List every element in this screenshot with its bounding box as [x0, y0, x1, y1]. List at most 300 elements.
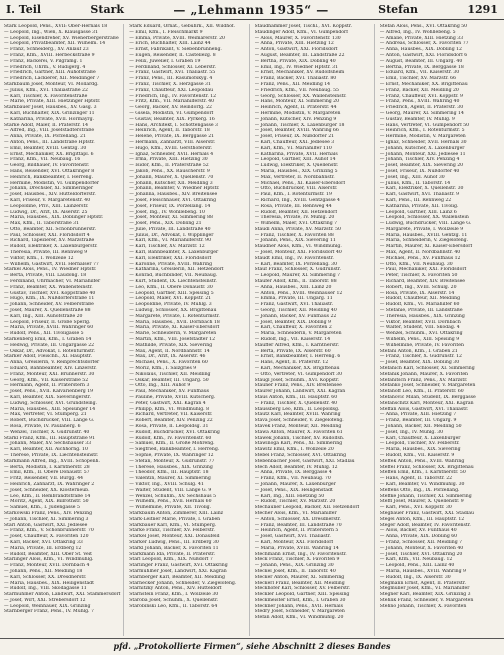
directory-entry: — Karl, Mechaniker, XX. Brigittenau: [254, 366, 340, 372]
directory-entry: — Emil, Ing., IV. Wiedner Hptstr. 31: [254, 64, 339, 70]
directory-entry: — Paul, Kfm., I. Rotenturmstr. 19: [254, 192, 332, 198]
directory-entry: Stawek Johann, Tischler, XV. Rudolfsh.: [254, 435, 345, 441]
directory-entry: — Leopold, Weinhauer, XIX. Grinzing: [4, 603, 91, 609]
directory-entry: — Leopold, Friseur, II. Große Sperlg.: [4, 319, 91, 325]
directory-entry: Staussberg Leo, Kfm., II. Leopoldsg.: [254, 406, 340, 412]
page-number: 1291: [467, 3, 498, 16]
directory-entry: — Karl, Beamter, XIX. Sieveringerstr.: [4, 395, 91, 400]
directory-entry: — Franz, Beamter, XX. Wallensteinstr.: [4, 284, 93, 290]
directory-entry: Staudt Emil, Ing., IV. Favoritenstr.: [254, 255, 334, 261]
directory-entry: Starlinger Alois, Kfm., VI. Windmühlg.: [4, 557, 94, 563]
directory-entry: Starkbauer Karl, Kfm., VI. Stumperg.: [129, 522, 217, 528]
directory-entry: — Georg, Maurer, XI. Simmering 14: [379, 110, 464, 116]
directory-entry: — Eduard, Kfm., VII. Kaiserstr. 30: [379, 70, 460, 76]
directory-entry: — Georg, Bäcker, XV. Reindorfg. 22: [129, 105, 212, 111]
directory-entry: — Eugen, Reisender, II. Castellezg. 8: [129, 52, 216, 58]
directory-entry: — Karl, Buchhalter, XIX. Grinzinger 11: [4, 110, 95, 116]
directory-entry: — Friedrich, Kfm., VII. Neubaug. 55: [254, 87, 339, 93]
directory-entry: — Johann, Monteur, X. Favoriten 40: [379, 545, 464, 551]
directory-entry: — Johann, Bäcker, XV. Fünfhaus 22: [254, 313, 337, 319]
directory-entry: Stehlik Franz, Schneider, V. Margareten: [379, 597, 474, 603]
directory-entry: — Franz, Monteur, XVII. Dornbach 4: [4, 563, 90, 569]
directory-entry: — Johann, Maurer, X. Quellenstr. 70: [129, 174, 214, 180]
directory-entry: — Ignaz, Schneider, XVII. Hernals 4: [129, 151, 214, 157]
directory-entry: — Leopoldine, Priv., XIII. Lainzerstr.: [4, 203, 89, 209]
directory-column-3: [255, 24, 375, 636]
directory-entry: — Michael, Pens., X. Favoriten 60: [129, 360, 208, 366]
directory-entry: — Margarete, Private, I. Wollzeile 9: [379, 226, 464, 232]
directory-entry: — Anton, Schlosser, XX. Dresdnerstr.: [254, 516, 341, 522]
directory-entry: — Otto, Vertreter, VI. Gumpendorf 30: [254, 371, 343, 377]
directory-entry: — Ernst, Mechaniker, XX. Brigittenau: [379, 81, 468, 87]
directory-entry: — Josef, Beamter, XIX. Döbling 30: [379, 360, 460, 366]
directory-entry: — Michael, Pens., XI. Kaiser-Ebersdorf: [254, 180, 346, 186]
directory-entry: — Maria, Hausbes., XIII. Speisinger 14: [4, 406, 96, 412]
directory-entry: — Wilhelmine, Private, IV. Favoriten: [379, 342, 464, 348]
directory-entry: — Rosa, Private, IV. Paulanerg. 6: [4, 423, 81, 429]
directory-entry: Stech Adolf, Beamter, IV. Mühlg. 12: [254, 464, 338, 470]
directory-entry: Steffke Johann, Tischler, XI. Simmering: [379, 493, 472, 499]
directory-entry: — Erich, Buchhalter, XIII. Lainz 44: [129, 41, 211, 47]
directory-entry: — Karl, Bahnbeamter, X. Laxenburger: [129, 250, 219, 256]
directory-entry: — Therese, Private, IX. Liechtensteinstr.: [4, 452, 99, 458]
directory-entry: Steckner Johann, Pens., XVII. Hernals: [254, 603, 343, 609]
directory-entry: — Franz, Chauffeur, XXI. Leopoldau: [129, 87, 214, 93]
directory-entry: — Katharina, Greislerin, XII. Hetzendorf: [129, 267, 224, 273]
directory-entry: — Sophie, Private, IX. Währinger 12: [129, 452, 214, 458]
directory-entry: — Moriz, Kfm., I. Salzgries 9: [129, 366, 197, 372]
directory-entry: — Ferdinand, Schlosser, XI. Leberstr.: [129, 64, 217, 70]
directory-entry: — Franz, Tischler, X. Quellenstr. 40: [254, 400, 338, 406]
directory-entry: — Viktor, Ing., XVIII. Schulg. 41: [129, 481, 204, 487]
directory-entry: Stefanschitz Karl, Monteur, XXI. Kagran: [379, 400, 474, 406]
directory-entry: — Alfred, Ing., VIII. Josefstädterstraße: [4, 128, 95, 134]
directory-entry: — Johann, Pens., XII. Meidling 18: [4, 568, 83, 574]
directory-entry: — Leopold, Gärtner, XIII. Lainz 6: [379, 209, 457, 215]
directory-entry: Stefan Adolf, Kfm., VI. Windmühlg. 20: [254, 615, 344, 621]
directory-entry: Starker Adolf, Fleischh., XI. Hauptstr.: [4, 354, 92, 360]
directory-entry: — Friedrich, Uhrm., V. Rüdigerg. 4: [4, 64, 86, 70]
directory-entry: — Rosa, Private, III. Rennweg 44: [254, 203, 332, 209]
directory-entry: Stefani Anton, Kfm., I. Graben 21: [379, 348, 458, 354]
right-guide-word: Stefan: [378, 3, 419, 16]
directory-entry: Starkel Alois, Pens., IV. Wiedner Hptstr.: [4, 267, 97, 273]
directory-entry: Stauffer Alfred, Kfm., I. Kärntnerstr.: [254, 342, 340, 348]
directory-entry: — Josef, Chauffeur, X. Favoriten 120: [4, 534, 89, 540]
directory-entry: Stefanoff Leo, Kfm., II. Praterstr. 60: [379, 389, 464, 395]
directory-entry: Staufer Adolf, Kfm., II. Taborstr. 88: [254, 279, 337, 285]
directory-entry: — Johann, Bäcker, XII. Meidling 50: [379, 423, 462, 429]
directory-entry: — Franz, Bäckerei, V. Pilgramg. 1: [4, 58, 83, 64]
directory-entry: — Johann, Pens., XIX. Grinzing 30: [254, 563, 334, 569]
directory-entry: Stefanich Karl, Schlosser, XI. Simmering: [379, 366, 475, 372]
directory-entry: Stautz Karl, Beamter, XVIII. Währing: [254, 412, 341, 418]
directory-entry: — Stefanie, Private, III. Landstraße: [379, 308, 463, 314]
directory-entry: — Berta, Private, VIII. Laudong. 18: [4, 273, 87, 279]
directory-entry: — Therese, Hausbes., XIX. Grinzing: [129, 464, 213, 470]
directory-entry: — Josef, Ing., IV. Mühlg. 30: [379, 429, 444, 435]
directory-entry: Steffan Alois, Gastwirt, XVI. Thaliastr.: [379, 406, 469, 412]
directory-entry: — Josef, Ing., IV. Wohllebeng. 10: [129, 209, 205, 215]
directory-entry: Steffek Anton, Pens., XVIII. Währing: [379, 458, 465, 464]
directory-entry: — Anna, Hausbes., XIII. Lainz 20: [254, 284, 332, 290]
directory-entry: — Franz, Chauffeur, XVI. Koppstr. 9: [379, 93, 463, 99]
directory-entry: Starlinger Franz, Gastwirt, XVI. Ottakring: [129, 563, 228, 569]
directory-entry: — Ludwig, Schlosser, XX. Brigittenau: [129, 308, 217, 314]
directory-entry: — Viktor, Kfm., I. Wollzeile 12: [4, 255, 74, 261]
directory-entry: Stecker Anton, Maurer, XI. Simmering: [254, 574, 345, 580]
directory-entry: — Franz, Gastwirt, XVI. Thaliastr.: [254, 302, 334, 308]
directory-entry: Steffl Josef, Maurer, X. Quellenstr. 9: [379, 499, 464, 505]
directory-entry: — Johanna, Hausbes., XIV. Breitensee: [129, 192, 218, 198]
directory-entry: — Wilhelmine, Private, XII. Tivolig.: [129, 505, 212, 511]
directory-entry: — Josef, Beamter, XVIII. Währing 66: [254, 128, 339, 134]
volume-label: I. Teil: [6, 3, 42, 16]
directory-entry: — Otto, Kfm., VII. Neubaug. 30: [379, 261, 453, 267]
directory-entry: — Maria, Schneiderin, V. Margareten: [254, 331, 342, 337]
directory-entry: Stawa Anton, Maurer, X. Favoriten 61: [254, 429, 343, 435]
directory-entry: — Otto, Beamter, XII. Schönbrunnerstr.: [4, 226, 97, 232]
directory-entry: — Max, Vertreter, II. Nordbahnstr.: [254, 174, 335, 180]
directory-entry: — Josef, Pens., XVII. Kalvarienberg 19: [4, 389, 94, 395]
directory-entry: Starkl Franz, Kfm., III. Hauptstraße 91: [4, 435, 96, 441]
directory-entry: Starkbaum Josef, Monteur, VI. Mollardg.: [4, 81, 99, 87]
directory-entry: Starke Adolf, Maler, II. Praterstr. 14: [4, 122, 89, 128]
directory-entry: Stawitz Emil, Kfm., I. Wollzeile 20: [254, 447, 334, 453]
directory-entry: — Johann, Kutscher, XII. Meidling 3: [129, 180, 213, 186]
directory-entry: — Leopold, Ing., Wien, X. Klausgasse 31: [4, 29, 98, 35]
directory-entry: — Katharina, Private, XVII. Hernals: [254, 151, 338, 157]
directory-entry: Starl Anton, Gastwirt, XXI. Jedlesee: [4, 522, 88, 528]
directory-entry: Staudl Anna, Private, XV. Märzstr. 50: [254, 226, 341, 232]
directory-entry: — Wilhelm, Gastwirt, XVII. Hernalser 77: [4, 261, 99, 267]
directory-entry: — Heinrich, Zahnarzt, IX. Währinger 2: [4, 481, 95, 487]
directory-entry: — Mathilde, Private, XIX. Sievering: [129, 342, 213, 348]
directory-entry: — Felix, Juwelier, I. Graben 19: [129, 58, 201, 64]
directory-entry: — Rudolf, Beamter, XIII. Ober St. Veit: [4, 551, 93, 557]
directory-entry: Staudinger Adolf, Kfm., VI. Gumpendorf: [254, 29, 348, 35]
directory-entry: Staudhammer Josef, Tischl., XVI. Koppstr.: [254, 24, 352, 29]
directory-entry: — Franz, Kfm., XVIII. Herbeckstraße 9: [4, 52, 95, 58]
directory-entry: — Rudolf, Buchdrucker, XVI. Ottakring: [129, 429, 220, 435]
directory-entry: — Franz, Gastwirt, XVI. Thaliastr. 55: [129, 70, 216, 76]
directory-entry: — Paul, Mechaniker, XXI. Floridsdorf: [379, 267, 467, 273]
directory-entry: — Rudolf, Kfm., IV. Favoritenstr. 60: [129, 435, 212, 441]
directory-entry: — Franz, Tischler, X. Favoriten 88: [254, 232, 334, 238]
directory-entry: — Johann, Beamter, V. Wiedner Hptstr.: [129, 186, 220, 192]
directory-entry: — Franz, Beamter, III. Landstraße 70: [254, 522, 342, 528]
directory-entry: — Johann, Schneider, XV. Felberstraße: [4, 302, 94, 308]
directory-entry: — Robert, Beamter, XIV. Penzing 22: [129, 418, 213, 424]
directory-entry: — Friedrich, Gärtner, XIII. Auhofstraße: [4, 70, 96, 76]
directory-entry: — Philipp, Kfm., VI. Windmühlg. 8: [129, 406, 210, 412]
directory-entry: — Gustav, Beamter, IV. Mühlg. 9: [379, 116, 455, 122]
directory-entry: — Emma, Private, XVIII. Weimarerstr. 20: [129, 35, 225, 41]
directory-entry: Steffen Emil, Kfm., I. Kärntnerstr. 50: [379, 470, 466, 476]
directory-entry: — Josef, Wirt, XXI. Strebersdorf 12: [4, 597, 86, 603]
directory-entry: — Hermine, Modistin, VI. Gumpendorfer: [4, 180, 99, 186]
directory-entry: — Josef, Ing., XIII. Auhof 30: [379, 174, 445, 180]
directory-entry: — Alois, Bäcker, XV. Fünfhaus 40: [379, 528, 457, 534]
directory-entry: Steckmeister Ernst, Kfm., I. Graben 30: [254, 597, 346, 603]
directory-entry: — Ludwig, Elektriker, X. Quellenstr.: [254, 163, 339, 169]
directory-entry: — Josef, Monteur, XI. Simmering 88: [129, 215, 213, 221]
directory-entry: — Ernst, Mechaniker, XX. Brigittapl. 6: [4, 151, 94, 157]
directory-entry: — Johann, Maurer, X. Laxenburger: [254, 481, 336, 487]
directory-entry: — Berta, Private, IX. Alserstr. 60: [254, 348, 331, 354]
directory-entry: Starkenberg Emil, Kfm., I. Graben 14: [4, 337, 92, 343]
directory-entry: Steckel Josef, Kfm., II. Taborstr. 40: [254, 568, 336, 574]
directory-entry: Steckhofer Karl, Schlosser, XV. Felberstr.: [254, 586, 351, 592]
directory-entry: — Josef, Hausbes., XIV. Hütteldorferstr.: [4, 192, 96, 198]
directory-entry: — Eduard, Bahnbeamter, XIV. Linzerstr.: [4, 366, 97, 372]
directory-entry: — Max, Vertreter, VI. Stumperg. 21: [4, 412, 87, 418]
directory-entry: — Maria, Hausbes., XIX. Sievering: [379, 447, 461, 453]
directory-entry: — Wenzel, Tischler, X. Gudrunstr. 40: [4, 429, 90, 435]
directory-entry: — Max, Agent, II. Nordbahnstr. 40: [379, 250, 461, 256]
directory-entry: Stava Josef, Schneider, V. Ziegelofeng.: [254, 418, 344, 424]
directory-entry: — Johann, Tischler, XI. Simmering 3: [4, 516, 89, 522]
directory-entry: — Leopold, Privatbeamter, XII. Wilhelm. 14: [4, 41, 106, 47]
directory-entry: — Samuel, Kfm., I. Judengasse 5: [4, 505, 80, 511]
directory-entry: — Johann, Kutscher, X. Laxenburger: [379, 145, 465, 151]
directory-entry: — Anton, Gastwirt, XXI. Floridsdorf: [254, 47, 338, 53]
directory-entry: — Karl, Beamter, IX. Porzellang. 30: [254, 261, 338, 267]
directory-entry: Stegmann Ernst, Agent, II. Praterstr.: [379, 580, 466, 586]
directory-entry: — Rudolf, Elektriker, X. Laxenburgerstr.: [4, 244, 98, 250]
directory-column-1: [4, 24, 124, 636]
directory-entry: — Maria, Private, XVIII. Währinger 60: [4, 325, 94, 331]
directory-entry: — Johann, Maler, XV. Sechshauser 33: [4, 441, 92, 447]
directory-entry: — Bertha, Private, XIX. Döbling 40: [254, 58, 336, 64]
directory-entry: — Irma, Private, XIII. Hietzing 30: [129, 157, 208, 163]
directory-entry: Starnecker Johann, Schneider, V. Ziegelofeng.: [129, 580, 237, 586]
directory-entry: — Fritz, Kfm., VII. Mariahilferstr. 40: [129, 99, 215, 105]
directory-entry: — Maria, Hausbes., XIX. Grinzing 5: [254, 168, 338, 174]
directory-entry: — Hans, Monteur, XI. Simmering 20: [254, 99, 340, 105]
directory-entry: — Leopoldine, Private, IV. Mühlg. 3: [129, 302, 212, 308]
directory-entry: — Otto, Ing., XIII. Auhof 9: [129, 383, 191, 389]
directory-entry: — Emil, Tischler, XV. Märzstr. 66: [379, 76, 457, 82]
directory-entry: — Hans, Agent, II. Taborstr. 22: [379, 476, 453, 482]
directory-entry: Starkmann Alfred, Ing., XVIII. Schopenh.: [4, 458, 100, 464]
directory-entry: Stegel Anton, Kfm., III. Hauptstr. 12: [379, 516, 465, 522]
directory-entry: — Johann, Kutscher, XIV. Penzing 9: [254, 116, 337, 122]
directory-entry: — Maria, Private, XVIII. Währing 14: [254, 545, 339, 551]
directory-entry: — Franz, Tischler, X. Gudrunstr. 12: [379, 354, 462, 360]
directory-entry: — Karl, Tischler, XV. Märzstr. 12: [129, 244, 205, 250]
directory-entry: — August, Beamter, III. Ungarg. 40: [379, 58, 463, 64]
directory-entry: — Marie, Private, XIII. Hietzinger Hptstr.: [4, 99, 101, 105]
directory-entry: — Emil, Kfm., I. Fleischmarkt 9: [129, 29, 203, 35]
directory-entry: — Josef, Beamter, XIX. Döbling 9: [254, 319, 331, 325]
directory-entry: — Karl, Ing., XIII. Auhofstraße 20: [4, 313, 83, 319]
directory-entry: Stefanko Josef, Schneider, V. Margareten: [379, 383, 476, 389]
directory-entry: — Leopold, Maurer, XI. Simmering 7: [254, 273, 341, 279]
directory-entry: — Rudolf, Ing., VIII. Skodagasse 11: [4, 586, 87, 592]
directory-entry: — Georg, Kfm., VII. Kaiserstraße 52: [4, 377, 89, 383]
directory-entry: Stawinoga Karl, Pens., XI. Simmering: [254, 441, 343, 447]
directory-entry: — Leopold, Gärtner, XIII. Speising 5: [129, 290, 214, 296]
directory-entry: — Konrad, Buchbinder, VII. Neubaug.: [129, 273, 218, 279]
directory-entry: — Oskar, Beamter, III. Ungarg. 50: [129, 377, 209, 383]
directory-entry: — Josef, Pens., XIX. Heiligenstadt: [254, 487, 333, 493]
directory-entry: — Ludwig, Dr., Arzt, IX. Alserstr. 25: [4, 209, 88, 215]
directory-entry: Stefanik Johann, Maurer, X. Favoriten: [379, 371, 468, 377]
directory-entry: — Max, Dr., Arzt, IX. Alserstr. 46: [129, 354, 206, 360]
directory-entry: — Leopold, Pens., XIII. Lainz 40: [379, 563, 455, 569]
directory-entry: — Julius, Dr., Advokat, I. Wipplinger: [129, 232, 214, 238]
directory-entry: Stegner Karl, Beamter, XIX. Grinzing 3: [379, 592, 471, 598]
page-header: [0, 0, 504, 20]
directory-entry: — Rosa, Private, II. Leopoldsg. 31: [129, 423, 209, 429]
directory-entry: — Hermine, Modistin, V. Margareten: [254, 110, 341, 116]
directory-entry: Starobinski Leo, Kfm., II. Taborstr. 64: [129, 603, 218, 609]
directory-entry: Stark-Leitner Marie, Private, I. Graben: [129, 516, 221, 522]
directory-entry: — Maria, Hausbes., XIX. Heiligenstadt: [4, 580, 95, 586]
directory-entry: — Alois, Maurer, X. Favoritenstr. 130: [254, 35, 341, 41]
footer-note: pfd. „Protokollierte Firmen“, siehe Abschnitt 2 dieses Bandes: [113, 641, 391, 651]
directory-entry: — Ernst, Bankbeamter, I. Herreng. 6: [254, 354, 341, 360]
directory-columns: [4, 24, 500, 636]
page-footer: [0, 638, 504, 655]
directory-entry: — Emma, Private, III. Ungarg. 11: [254, 296, 333, 302]
directory-entry: — Friedrich, Ing., IV. Favoritenstr. 12: [129, 93, 217, 99]
directory-entry: Starnberger Franz, Pens., IV. Mühlg. 7: [4, 609, 94, 615]
directory-entry: — Ludwig, Buchdrucker, VIII. Lange G.: [379, 221, 472, 227]
directory-entry: — Anna, Private, XIII. Hietzing 12: [254, 41, 334, 47]
directory-entry: — Johann, Tischler, XIV. Penzing 4: [379, 157, 460, 163]
directory-entry: Staudner Alois, Kfm., VI. Windmühlg.: [254, 244, 342, 250]
directory-entry: Steckler Leopold, Gärtner, XIII. Speising: [254, 592, 350, 598]
directory-entry: Stecher Alois, Kfm., VI. Mariahilfer: [254, 510, 337, 516]
directory-entry: — Rudolf, Ing., IX. Alserstr. 30: [379, 574, 451, 580]
directory-entry: — Richard, Beamter, XIV. Breitensee: [379, 279, 466, 285]
directory-entry: — Stefan, Monteur, X. Gudrunstr. 77: [129, 458, 215, 464]
directory-entry: — Franz, Pens., XVIII. Währing 40: [379, 99, 460, 105]
directory-entry: — Berta, Modistin, I. Kärntnerstr. 28: [4, 464, 90, 470]
directory-entry: — Kurt, Student, IX. Liechtensteinstr.: [129, 279, 217, 285]
directory-entry: — Johann, Drechsler, XI. Simmeringer: [4, 186, 94, 192]
directory-entry: — Maria, Hausbes., XVII. Dornbach 18: [129, 319, 220, 325]
directory-entry: — Karl, Tischler, X. Favoritenstraße: [4, 93, 88, 99]
directory-entry: — Rudolf, Kfm., VII. Kaiserstr. 9: [379, 452, 455, 458]
directory-entry: — Robert, Ing., XVIII. Schulg. 20: [379, 284, 457, 290]
directory-entry: — Hugo, Kfm., XVIII. Gersthoferstr.: [129, 145, 213, 151]
directory-entry: — Jakob, Pens., XX. Rauscherstr. 9: [129, 168, 210, 174]
directory-entry: — Franz, Bäcker, XVI. Thaliastr. 80: [254, 76, 337, 82]
directory-entry: — Fritz, Reisender, VII. Burgg. 44: [4, 476, 84, 482]
directory-entry: — Georg, Bildhauer, IV. Favoritenstr.: [4, 163, 90, 169]
directory-entry: Starkbauer Josef, Hausbes., XV. Gasg. 3: [4, 105, 97, 111]
directory-entry: — Pauline, Private, XVIII. Kutscherg.: [129, 395, 216, 400]
directory-entry: — Karl, Pens., XVI. Koppstr. 30: [379, 505, 452, 511]
directory-entry: Staus Anton, Kfm., III. Hauptstr. 60: [254, 395, 338, 400]
directory-entry: — Karl, Bäcker, XVI. Ottakring 33: [4, 539, 83, 545]
directory-entry: — Josef, Monteur, XXI. Floridsdorf 40: [254, 250, 342, 256]
directory-entry: Steffens Otto, Ing., IX. Porzellang.: [379, 487, 460, 493]
directory-entry: Stebel Franz, Schlosser, XVI. Ottakring: [254, 452, 347, 458]
directory-entry: — Gisela, Modistin, VI. Gumpendorf: [129, 110, 214, 116]
directory-entry: Starkbaum Anton, Zimmerer, XIII. Lainz: [129, 510, 224, 516]
directory-entry: — Karl, Schlosser, XX. Dresdnerstr.: [4, 574, 87, 580]
directory-entry: — Ernst, Mechaniker, XV. Rudolfsheim: [254, 70, 345, 76]
directory-entry: — Anton, Gastwirt, XXI. Floridsdorf 6: [379, 52, 468, 58]
directory-entry: — Franz, Schlosser, XII. Meidling 7: [379, 539, 463, 545]
directory-entry: — Ferdinand, Uhrmacher, VI. Mariahilfer: [4, 279, 101, 285]
directory-entry: Starke Franz, Tischler, XV. Felberstr.: [129, 528, 215, 534]
directory-entry: — Karl, Ing., XIII. Hietzing 50: [254, 493, 325, 499]
directory-entry: — Rudolf, Ing., VII. Kaiserstr. 14: [254, 337, 331, 343]
directory-entry: — Isidor, Kfm., II. Praterstraße 52: [129, 163, 209, 169]
directory-entry: — Leo, Kfm., II. Obere Donaustr. 30: [129, 284, 213, 290]
directory-entry: — August, Beamter, III. Landstraße 22: [254, 52, 345, 58]
directory-entry: — Richard, Ing., XVIII. Gentzgasse 4: [254, 197, 340, 203]
directory-entry: Starkl Johann, Bäcker, X. Favoriten 11: [129, 545, 219, 551]
directory-entry: — Hans, Vertreter, VI. Gumpendorf 50: [379, 122, 470, 128]
directory-entry: — Josef, Friseur, IX. Porzellang. 14: [129, 203, 211, 209]
directory-entry: — Leopold, Maler, XVI. Koppstr. 21: [129, 296, 212, 302]
directory-entry: — Robert, Buchdrucker, VIII. Lange G.: [4, 418, 95, 424]
directory-entry: — Josef, Tischler, XVI. Ottakring 20: [379, 551, 463, 557]
directory-entry: — Karl, Gastwirt, XVI. Thaliastr. 9: [379, 192, 460, 198]
directory-entry: Starl Leopold, Kfm., XIX. Nußdorf 7: [129, 557, 213, 563]
directory-column-2: [129, 24, 249, 636]
directory-entry: — Franz, Beamter, III. Ungarg. 9: [379, 418, 457, 424]
directory-entry: — Michael, Pens., XV. Fünfhaus 12: [379, 255, 461, 261]
directory-entry: — Rosa, Private, IX. Alserstr. 14: [379, 290, 455, 296]
directory-entry: — Anna, Greislerin, V. Reinprechtsdorfer: [4, 360, 100, 366]
directory-entry: — Josef, Pens., XIX. Döbling 21: [129, 221, 202, 227]
directory-entry: — Franz, Tischler, X. Herzgasse 31: [129, 81, 211, 87]
directory-entry: — Hedwig, Private, III. Ungargasse 22: [4, 342, 95, 348]
directory-entry: Stechmann Ernst, Ing., IV. Favoritenstr.: [254, 551, 347, 557]
directory-entry: Stegmüller Josef, Kfm., VI. Mariahilfer: [379, 586, 470, 592]
directory-entry: — Johann, Monteur, XXI. Jedlesee 11: [379, 151, 466, 157]
directory-entry: — Katharina, Private, XVII. Hormayrg.: [4, 116, 95, 122]
directory-entry: — Rudolf, Chauffeur, XII. Meidling: [379, 296, 461, 302]
directory-entry: — Samuel, Kfm., II. Große Mohreng.: [129, 441, 215, 447]
directory-entry: — Paul, Schlosser, XXI. Floridsdorf 4: [4, 232, 90, 238]
directory-entry: — Viktor, Beamter, XVII. Dornbach: [379, 319, 461, 325]
directory-entry: — Andreas, Schlosser, X. Favoriten 77: [379, 41, 469, 47]
directory-entry: — Ignaz, Schneider, XVII. Hernals 30: [379, 139, 467, 145]
directory-entry: — Josef, Beamter, XIX. Sievering 20: [379, 163, 464, 169]
directory-entry: — Maria, Hausbes., XVIII. Währing 9: [379, 568, 466, 574]
directory-entry: — Heinrich, Agent, II. Taborstr. 18: [129, 128, 210, 134]
directory-entry: Stauner Franz, Pens., XIV. Breitensee: [254, 383, 342, 389]
directory-entry: — Wilhelm, Maler, XVI. Ottakring 7: [254, 221, 338, 227]
directory-entry: Stehno Johann, Tischler, X. Favoriten: [379, 603, 467, 609]
directory-entry: — Heinrich, Agent, II. Praterstr. 44: [254, 105, 337, 111]
directory-entry: — Hugo, Kfm., IX. Nußdorferstraße 11: [4, 296, 95, 302]
directory-entry: — Johann, Tischler, X. Laxenburger 18: [254, 122, 345, 128]
directory-title: — „Lehmann 1935“ —: [173, 2, 329, 17]
directory-entry: Staugl Josef, Schuhm., XVI. Koppstr.: [254, 377, 340, 383]
directory-entry: — Leopold, Eisendreher, XV. Wienerbergerstraße: [4, 35, 119, 41]
directory-entry: — Margarete, Private, I. Rotenturmstr.: [129, 313, 220, 319]
directory-entry: — Wenzel, Schuhm., XVI. Ottakring: [379, 331, 463, 337]
directory-entry: — Valentin, Maurer, XI. Simmering: [129, 476, 211, 482]
directory-entry: — Wenzel, Schuhm., XV. Sechshaus 5: [129, 493, 217, 499]
directory-entry: — Helene, Private, IX. Berggasse 21: [129, 134, 215, 140]
directory-entry: Stechauner Leopold, Bäcker, XII. Hetzendorf: [254, 505, 360, 511]
directory-entry: — Julie, Private, III. Landstraße 40: [129, 226, 211, 232]
directory-entry: — Marie, Schneiderin, V. Margareten: [129, 331, 217, 337]
directory-entry: — Hans, Reisender, XVI. Ottakringer 8: [4, 168, 95, 174]
directory-entry: — Franz, Kfm., VII. Neubaug. 16: [4, 157, 81, 163]
directory-entry: — Rudolf, Tischler, XV. Märzstr. 20: [254, 499, 336, 505]
